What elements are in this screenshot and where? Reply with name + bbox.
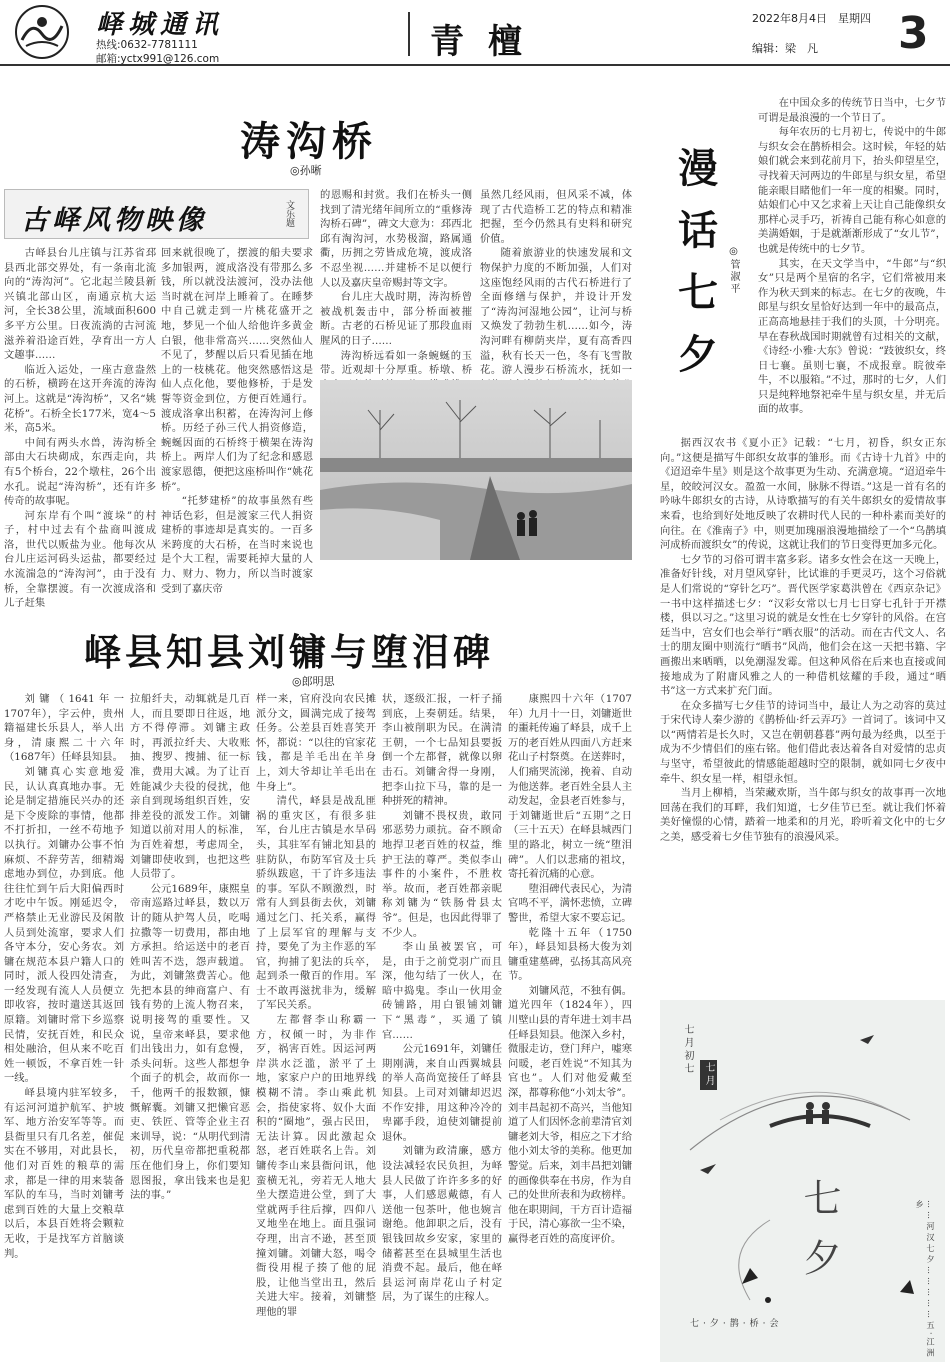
paragraph: 左都督李山称霸一方，权倾一时，为非作歹，祸害百姓。因运河两岸洪水泛滥，淤平了土地，家家户户的田地界线模糊不清。李山乘此机会，指使家将、奴仆大面积的“圈地”，强占民田，无法计算。因此激起众怒，老百姓联名上告。刘镛传李山来县衙问讯，他蛮横无礼，旁若无人地大坐大摆造进公堂，到了大堂就两手往后撑，四仰八叉地坐在地上。面且强词夺理，出言不逊，甚至顶撞刘镛。刘镛大怒，喝令衙役用棍子揍了他的屁股，让他当堂出丑，然后关进大牢。接着，刘镛整理他的罪 (256, 1014, 376, 1318)
paragraph: 七夕节的习俗可谓丰富多彩。诸多女性会在这一天晚上，准备好针线，对月望风穿针，比试谁的手更灵巧，这个习俗就是人们常说的“穿针乞巧”。晋代医学家葛洪曾在《西京杂记》一书中这样描述七夕：“汉彩女常以七月七日穿七孔针于开襟楼，俱以习之。”这里习说的就是女性在七夕穿针的风俗。在宫廷当中，宫女们也会举行“晒衣服”的活动。而在古代文人、名士的朋友圈中则流行“晒书”风尚，他们会在这一天把书籍、字画搬出来晒晒，以免潮湿发霉。但这种风俗在后来也直接或间接地成为了附庸风雅之人的一种借机炫耀的手段，通过“晒书”这一方式来扩充门面。 (660, 553, 946, 698)
article3-title: 漫话七夕 (678, 146, 718, 378)
article1-column-1 (4, 246, 156, 610)
paragraph: 李山虽被罢官，可是，由于之前党羽广而且深，他勾结了一伙人，在暗中捣鬼。李山一伙用金砖铺路，用白银铺刘镛下“黑毒”，买通了镇官…… (382, 941, 502, 1041)
issue-date: 2022年8月4日 星期四 (752, 12, 871, 25)
paragraph: 刘镛风范，不独有偶。道光四年（1824年），四川壁山县的青年进士刘丰昌任峄县知县。他深入乡村，微服走访，登门拜户，嘘寒问暖，老百姓说“不知其为官也”。人们对他爱戴至深，都尊称他“小刘太爷”。刘丰昌起初不高兴，当他知道了人们因怀念前辈清官刘镛老刘大爷，相应之下才给他小刘太爷的美称。他更加警觉。后来，刘丰昌把刘镛的画像供奉在书房，作为自己的处世所表和为政榜样。他在职期间，干方百计造福于民，清心寡欲一尘不染，赢得老百姓的高度评价。 (508, 984, 632, 1245)
paragraph: 堕泪碑代表民心，为清官鸣不平，满怀悲愤，立碑警世，希望大家不要忘记。 (508, 882, 632, 924)
paragraph: 随着旅游业的快速发展和文物保护力度的不断加强，人们对这座饱经风雨的古代石桥进行了全面修缮与保护，并设计开发了“涛沟河湿地公园”，让河与桥又焕发了勃勃生机……如今，涛沟河畔有柳荫夹岸，夏有高香四溢，秋有长天一色，冬有飞雪散花。游人漫步石桥流水，抚如一 (480, 247, 632, 377)
paragraph: 当月上柳梢，当荣藏欢斯，当牛郎与织女的故事再一次地回荡在我们的耳畔，我们知道，七夕佳节已至。就让我们怀着美好憧憬的心情，踏着一地柔和的月光，聆听着文化中的七夕之美，感受着七夕佳节独有的浪漫风采。 (660, 787, 946, 844)
bridge-photo (320, 380, 632, 560)
illus-date-vertical: 七月初七 (682, 1024, 693, 1076)
paragraph: “托梦建桥”的故事虽然有些神话色彩，但是渡家三代人捐资建桥的事迹却是真实的。一百多米跨度的大石桥，在当时来说也是个大工程，需要耗掉大量的人力、财力、物力，所以当时渡家受到了嘉庆帝 (161, 495, 313, 595)
paragraph: 峄县境内驻军较多，有运河河道护航军、护坡军、地方治安军等等。而县衙里只有几名差，催促实在不够用，对此县长，他们对百姓的粮草的需求，都是一律的用来装备军队的车马，当时刘镛考虑到百姓的大量上交粮草以后，本县百姓将会颗粒无收，于是找军方首脑谈判。 (4, 1087, 124, 1260)
article1-title: 涛沟桥 (240, 119, 378, 165)
qixi-illustration (660, 1000, 945, 1362)
illus-bottom-caption: 七·夕·鹊·桥·会 (690, 1319, 783, 1329)
paragraph: 临近入运处，一座古意盎然的石桥，横跨在这开奔流的涛沟河上。这就是“涛沟桥”，又名“姚花桥”。石桥全长177米，宽4～5米，高5米。 (4, 363, 156, 435)
paragraph: 虽然几经风雨，但风采不减，体现了古代造桥工艺的特点和精准把握，至今仍然具有史料和研究价值。 (480, 189, 632, 245)
paragraph: 康熙四十六年（1707年）九月十一日，刘镛逝世的噩耗传遍了峄县，成千上万的老百姓从四面八方赶来花山子村祭奠。在送葬时，人们痛哭流涕，挽着、自动为他送葬。老百姓全县人主动发起，金县老百姓参与，于刘镛逝世后“五期”之日（三十五天）在峄县城西门里的路北，树立一统“堕泪碑”。人们以悲痛的祖坟，寄托着沉痛的心意。 (508, 693, 632, 881)
article2-author: ◎郎明思 (292, 675, 335, 688)
article3-column-wide (660, 436, 946, 996)
article3-column-top (758, 96, 946, 434)
article2-column-1 (4, 692, 124, 1364)
page-number: 3 (898, 8, 929, 59)
banner-text: 古峄风物映像 (21, 205, 207, 236)
paragraph: 中间有两头水兽，涛沟桥全部由大石块砌成，东西走向，共有5个桥台，22个墩柱，26个出水孔。说起“涛沟桥”，还有许多传奇的故事呢。 (4, 436, 156, 508)
paper-name: 峄城通讯 (96, 10, 225, 40)
article3-author: ◎管淑平 (728, 246, 739, 295)
newspaper-logo-icon (10, 4, 74, 60)
article2-column-5 (508, 692, 632, 1364)
section-name: 青檀 (430, 22, 546, 62)
paragraph: 拉船纤夫，动辄就是几百人，而且要即日往返，地方不得停滞。刘镛主政时，再派拉纤夫、大收账抽、搜罗、搜捕、征一标准，费用大减。为了让百姓能减少夫役的侵扰，他亲自到现场组织百姓，安排差役的派发工作。刘镛知道以前对用人的标准，为百姓着想，考虑周全，刘镛即使收到，也把这些人员带了。 (130, 693, 250, 881)
paragraph: 每年农历的七月初七，传说中的牛郎与织女会在鹊桥相会。这时候，年轻的姑娘们就会来到花前月下，抬头仰望星空，寻找着天河两边的牛郎星与织女星，希望能亲眼目睹他们一年一度的相聚。同时，姑娘们心中又乞求着上天让自己能像织女那样心灵手巧，祈祷自己能有称心如意的美满婚姻，于是就渐渐形成了“女儿节”，也就是传统中的七夕节。 (758, 126, 946, 255)
paragraph: 样一来，官府没向农民摊派分文，圆满完成了接驾任务。公差县百姓喜笑开怀，都说：“以往的官家花钱，都是羊毛出在羊身上，刘大爷却让羊毛出在牛身上”。 (256, 693, 376, 793)
illus-badge: 七月 (700, 1060, 717, 1090)
article2-column-4 (382, 692, 502, 1364)
paragraph: 清代，峄县是战乱匪祸的重灾区，有很多驻军，台儿庄古镇是水旱码头，其驻军有铺北知县的驻防队，布防军官及士兵骄纵跋扈，干了许多违法的事。军队不顾激烈，时常有人到县街去伙，刘镛通过乞门、托关系，赢得了上层军官的理解与支持，要免了为主作恶的军官，拘捕了犯法的兵卒，起到杀一儆百的作用。军士不敢再滋扰非为，缓解了军民关系。 (256, 795, 376, 1012)
article1-column-4 (480, 188, 632, 377)
paragraph: 的恩赐和封赏。我们在桥头一侧找到了清光绪年间所立的“重修涛沟桥石碑”，碑文大意为：邳西北邱有淘沟河，水势极溜，路属通衢，历拥之劳皆成危境，渡成洛不忍坐视……并建桥不足以便行人以及嘉庆皇帝赐封等文字。 (320, 189, 472, 289)
article1-column-3 (320, 188, 472, 377)
paragraph: 台儿庄大战时期，涛沟桥曾被战机轰击中，部分桥面被摧断。古老的石桥见证了那段血雨腥风的日子…… (320, 291, 472, 347)
paragraph: 河东岸有个叫“渡垛”的村子，村中过去有个盐商叫渡成洛，世代以贩盐为业。他每次从台儿庄运河码头运盐，都要经过水流湍急的“涛沟河”，由于没有桥，全靠摆渡。有一次渡成洛和儿子赶集 (4, 509, 156, 610)
paragraph: 公元1689年，康熙皇帝南巡路过峄县，数以万计的随从护驾人员，吃喝拉撒等一切费用，都由地方承担。给运送中的老百姓叫苦不迭，怨声载道。为此，刘镛煞费苦心。他先把本县的绅商富户、有钱有势的上流人物召来，说明接驾的重要性。又说，皇帝来峄县，要求他们出钱出力，如有怠慢，杀头问斩。这些人都想争个面子的机会，故而你一千，他两千的报数额，慷慨解囊。刘镛又把懒官恶吏、铁匠、管等企业主召来训导，说：“从明代到清初，历代皇帝都把重税都压在他们身上，你们要知恩图报，拿出钱来也是犯法的事。” (130, 882, 250, 1202)
header-divider (408, 12, 410, 56)
article2-column-3 (256, 692, 376, 1364)
column-banner (4, 189, 309, 239)
paragraph: 状，逐级汇报，一杆子捅到底，上奏朝廷。结果，李山被削职为民。在满清王朝，一个七品知县要扳倒一个左都督，就像以卵击石。刘镛舍得一身刚，把李山拉下马，靠的是一种拼死的精神。 (382, 693, 502, 808)
paragraph: 刘镛真心实意地爱民，认认真真地办事。无论是制定措施民兴办的还是下令废除的事情，他都不打折扣，一丝不苟地予以执行。刘镛办公事不怕麻烦、不辞劳苦，细精竭虑地办到位，办到底。他往往忙到午后大阳偏西时才吃中午饭。刚延迟令，严格禁止无业游民及闲散人员到处流窜，要求人们各守本分，安心务农。刘镛在规范本县户籍人口的同时，派人役四处清查，一经发现有流人人员便立即收容，按时遣送其返回原籍。刘镛时常下乡巡察民情，安抚百姓，和民众相处融洽，但从来不吃百姓一顿饭，不拿百姓一针一线。 (4, 765, 124, 1085)
editor-credit: 编辑：梁 凡 (752, 42, 818, 55)
article1-author: ◎孙晰 (290, 164, 322, 177)
hotline: 热线:0632-7781111 (96, 39, 198, 51)
paragraph: 涛沟桥远看如一条蜿蜒的玉带。近观却十分厚重。桥墩、桥 (320, 349, 472, 377)
paragraph: 在众多描写七夕佳节的诗词当中，最让人为之动容的莫过于宋代诗人秦少游的《鹊桥仙·纤云弄巧》一首词了。该词中又以“两情若是长久时，又岂在朝朝暮暮”两句最为经典，以至于成为不少情侣们的座右铭。他们借此表达着各自对爱情的忠贞与坚守，希望彼此的情感能超越时空的限制，就如同七夕夜中牵牛、织女星一样，相望永恒。 (660, 699, 946, 785)
paragraph: 乾隆十五年（1750年），峄县知县杨大俊为刘镛重建墓碑，弘扬其高风亮节。 (508, 926, 632, 983)
email: 邮箱:yctx991@126.com (96, 53, 220, 65)
paragraph: 刘镛（1641年一1707年），字云仲，贵州籍福建长乐县人，举人出身，清康熙二十六年（1687年）任峄县知县。 (4, 693, 124, 764)
banner-seal: 文乐题 (284, 200, 294, 227)
paragraph: 古峄县台儿庄镇与江苏省邳县西北部交界处，有一条南北流向的“涛沟河”。它北起兰陵县新兴镇北部山区，南通京杭大运河，全长38公里，流域面积600多平方公里。日夜流淌的古河流滋养着沿途百姓，孕育出一方人文趣事…… (4, 247, 156, 362)
paragraph: 其实，在天文学当中，“牛郎”与“织女”只是两个星宿的名字，它们常被用来作为秋天到来的标志。在七夕的夜晚，牛郎星与织女星恰好达到一年中的最高点，正高高地悬挂于我们的头顶，十分明亮。早在春秋战国时期就曾有过相关的文献，《诗经·小雅·大东》曾说：“跂彼织女，终日七襄。虽则七襄，不成报章。睆彼牵牛，不以服箱。”不过，那时的七夕，人们只是纯粹地祭祀牵牛星与织女星，并无后面的故事。 (758, 257, 946, 416)
contact-info (96, 38, 219, 66)
paragraph: 回来就很晚了，摆渡的船夫要求多加银两，渡成洛没有带那么多钱，所以就没法渡河，没办法他当时就在河岸上睡着了。在睡梦中自己就走到一片桃花盛开之地，梦见一个仙人给他许多黄金白银，他非常高兴……突然仙人不见了，梦醒以后只看见插在地上的一枝桃花。他突然感悟这是仙人点化他，要他修桥，于是发誓等资金到位，方便百姓通行。渡成洛拿出积蓄，在涛沟河上修桥。历经子孙三代人捐资修造，蜿蜒因面的石桥终于横架在涛沟桥上。两岸人们为了纪念和感恩渡家恩德，便把这座桥叫作“姚花桥”。 (161, 247, 313, 493)
article2-title: 峄县知县刘镛与堕泪碑 (84, 631, 494, 674)
illus-side-text: ……河汉七夕……………五·江洲乡 (915, 1200, 935, 1360)
paragraph: 在中国众多的传统节日当中，七夕节可谓是最浪漫的一个节日了。 (758, 97, 946, 124)
illus-char-qi: 七 (797, 1178, 841, 1216)
paragraph: 刘镛不畏权贵，敢同邪恶势力顽抗。奋不顾命地捍卫老百姓的权益，维护王法的尊严。类似李山事件的小案件，不胜枚举。故而，老百姓都亲昵称刘镛为“铁肠骨县太爷”。但是，也因此得罪了不少人。 (382, 809, 502, 939)
masthead (0, 0, 950, 66)
illus-char-xi: 夕 (797, 1238, 841, 1276)
paragraph: 据西汉农书《夏小正》记载：“七月，初昏，织女正东向。”这便是描写牛郎织女故事的雏形。而《古诗十九首》中的《迢迢牵牛星》则是这个故事更为生动、充满意境。“迢迢牵牛星，皎皎河汉女。盈盈一水间，脉脉不得语。”这是一首有名的吟咏牛郎织女的古诗，从诗歌描写的有关牛郎织女的爱情故事来看，也给到好处地反映了农耕时代人民的一种朴素而美好的向往。在《淮南子》中，则更加瑰丽浪漫地描绘了一个“乌鹊填河成桥而渡织女”的传说，这就让我们的节日变得更加多元化。 (660, 437, 946, 552)
paragraph: 公元1691年，刘镛任期刚满，来自山西翼城县的举人高尚宽接任了峄县知县。上司对刘镛却迟迟不作安排，用这种冷冷的卑鄙手段，迫使刘镛提前退休。 (382, 1043, 502, 1143)
paragraph: 刘镛为政清廉，感方设法减轻农民负担，为峄县人民做了许许多多的好事，人们感恩戴德，有人送他一包茶叶，他也婉言谢绝。他卸职之后，没有银钱回故乡安家，家里的储蓄甚至在县城里生活也消费不起。最后，他在峄县运河南岸花山子村定居，为了谋生的庄稼人。 (382, 1145, 502, 1304)
article2-column-2 (130, 692, 250, 1364)
article1-column-2 (161, 246, 313, 604)
